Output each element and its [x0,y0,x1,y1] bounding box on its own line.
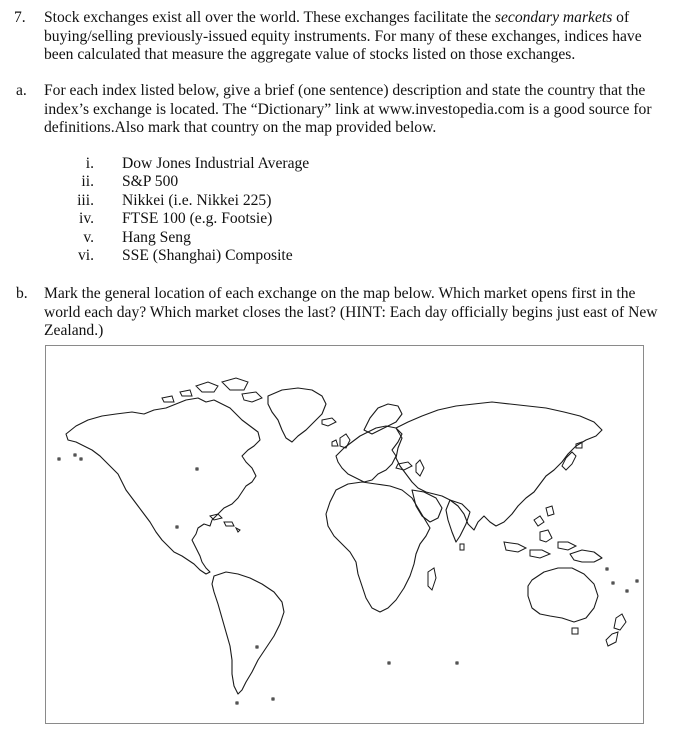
list-item-number: i. [85,155,94,172]
list-item-text: Nikkei (i.e. Nikkei 225) [122,191,272,209]
north-america-outline [66,398,260,574]
list-item-text: Hang Seng [122,228,191,246]
british-isles-outline [332,434,350,448]
list-item [62,173,362,191]
list-item-number: ii. [81,173,94,191]
world-outline-map [45,345,644,724]
arctic-islands-outline [162,378,262,402]
list-item [62,210,362,228]
list-item [62,192,362,210]
japan-outline [562,442,582,470]
index-list [62,155,362,265]
list-item-number: vi. [77,246,94,264]
list-item [62,247,362,265]
list-item-text: S&P 500 [122,173,179,191]
list-item-number: v. [83,228,94,246]
iceland-outline [322,418,336,426]
part-a-text: For each index listed below, give a brief (one sentence) description and state the country that the index’s exchange is located. The “Dictionary” link at www.investopedia.com is a good source for definitions.Also mark that country on the map provided below. [44,82,652,137]
asia-outline [396,402,602,530]
question-text-end: of buying/selling previously-issued equity instruments. For many of these exchanges, indices have been calculated that measure the aggregate value of stocks listed on those exchanges. [44,9,642,64]
caribbean-islands-outline [210,514,240,532]
new-zealand-outline [606,614,626,646]
southeast-asia-islands-outline [504,506,576,558]
list-item [62,155,362,173]
part-b-label: b. [16,285,28,302]
south-america-outline [212,572,284,694]
madagascar-outline [428,568,436,590]
list-item-text: FTSE 100 (e.g. Footsie) [122,210,273,228]
list-item [62,229,362,247]
question-text-start: Stock exchanges exist all over the world. These exchanges facilitate the [44,9,495,26]
new-guinea-outline [570,550,602,562]
question-text [44,9,666,65]
list-item-number: iv. [78,210,94,228]
pacific-islands-outline [58,454,638,704]
question-number: 7. [14,9,26,26]
list-item-number: iii. [77,191,94,209]
part-a-label: a. [16,82,27,99]
sri-lanka-outline [460,544,464,550]
question-text-emphasis: secondary markets [494,9,613,26]
greenland-outline [268,388,326,442]
list-item-text: Dow Jones Industrial Average [122,155,310,172]
list-item-text: SSE (Shanghai) Composite [122,246,293,264]
world-map-svg [46,346,643,723]
inland-seas-outline [396,460,424,476]
tasmania-outline [572,628,578,634]
australia-outline [528,568,598,622]
part-b-text: Mark the general location of each exchange on the map below. Which market opens first in the world each day? Which market closes the last? (HINT: Each day officially begins just east of New Zealand.) [44,285,658,340]
